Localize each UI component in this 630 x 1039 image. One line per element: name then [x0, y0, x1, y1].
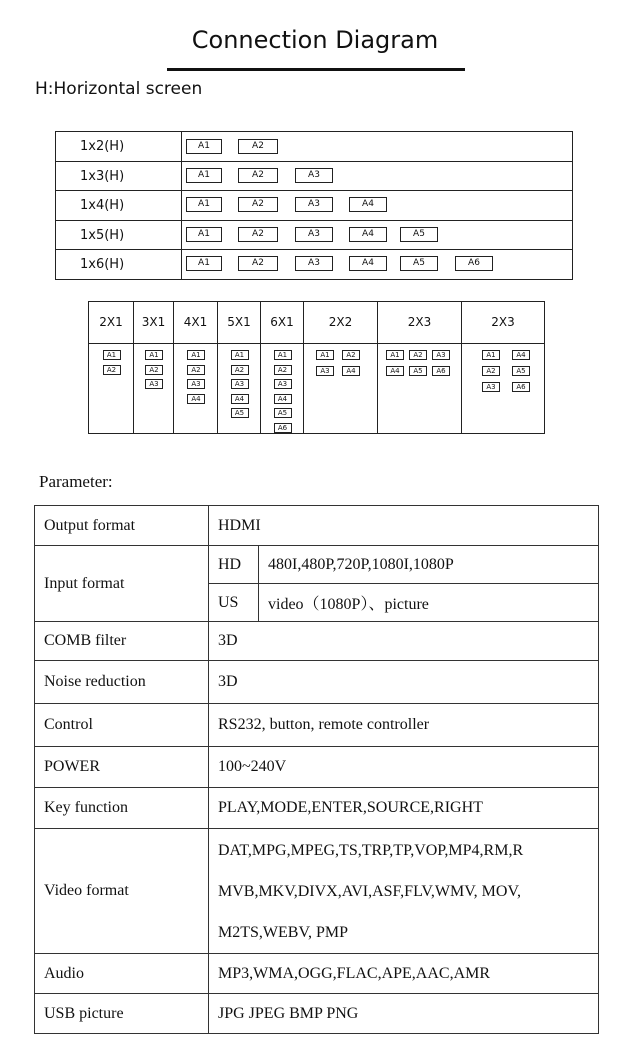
grid-layout-label: 6X1: [261, 302, 303, 344]
screen-box: A2: [187, 365, 205, 375]
param-value: HDMI: [209, 506, 599, 546]
screen-box: A2: [274, 365, 292, 375]
screen-box: A3: [145, 379, 163, 389]
layout-row-screens: [182, 250, 572, 279]
screen-box: A3: [187, 379, 205, 389]
screen-box: A3: [432, 350, 450, 360]
layout-row-label: 1x5(H): [56, 221, 182, 250]
horizontal-layout-diagram: [55, 131, 573, 280]
grid-layout-label: 3X1: [134, 302, 173, 344]
grid-layout-label: 2X3: [378, 302, 461, 344]
layout-row-screens: [182, 191, 572, 220]
screen-box: A5: [409, 366, 427, 376]
screen-box: A4: [349, 256, 387, 271]
screen-box: A6: [512, 382, 530, 392]
screen-box: A5: [231, 408, 249, 418]
param-value: 3D: [209, 622, 599, 661]
layout-row-label: 1x4(H): [56, 191, 182, 220]
screen-box: A2: [238, 168, 278, 183]
screen-box: A1: [482, 350, 500, 360]
param-row-power: [35, 747, 599, 788]
param-value: MP3,WMA,OGG,FLAC,APE,AAC,AMR: [209, 954, 599, 994]
screen-box: A5: [400, 256, 438, 271]
param-value: video（1080P）、picture: [259, 584, 599, 622]
screen-box: A6: [432, 366, 450, 376]
param-label: Key function: [35, 788, 209, 829]
param-row-audio: [35, 954, 599, 994]
screen-box: A4: [512, 350, 530, 360]
parameter-heading: Parameter:: [39, 472, 113, 491]
param-row-comb-filter: [35, 622, 599, 661]
video-format-line: MVB,MKV,DIVX,AVI,ASF,FLV,WMV, MOV,: [218, 882, 521, 900]
screen-box: A3: [295, 197, 333, 212]
screen-box: A1: [186, 227, 222, 242]
layout-row: [56, 132, 572, 162]
title-underline: [167, 68, 465, 71]
screen-box: A4: [342, 366, 360, 376]
param-value: 3D: [209, 661, 599, 704]
param-row-output-format: [35, 506, 599, 546]
screen-box: A2: [238, 139, 278, 154]
param-label: Noise reduction: [35, 661, 209, 704]
screen-box: A4: [349, 197, 387, 212]
screen-box: A1: [231, 350, 249, 360]
param-label: USB picture: [35, 994, 209, 1034]
layout-row-screens: [182, 132, 572, 161]
grid-layout-label: 2X3: [462, 302, 544, 344]
param-row-usb-picture: [35, 994, 599, 1034]
section-subheading: H:Horizontal screen: [35, 79, 203, 99]
screen-box: A1: [274, 350, 292, 360]
param-value: PLAY,MODE,ENTER,SOURCE,RIGHT: [209, 788, 599, 829]
screen-box: A1: [186, 256, 222, 271]
param-label: Output format: [35, 506, 209, 546]
layout-row-label: 1x3(H): [56, 162, 182, 191]
param-value: 480I,480P,720P,1080I,1080P: [259, 546, 599, 584]
screen-box: A1: [386, 350, 404, 360]
grid-layout-label: 5X1: [218, 302, 260, 344]
screen-box: A3: [482, 382, 500, 392]
param-label: Audio: [35, 954, 209, 994]
screen-box: A4: [349, 227, 387, 242]
page-title: Connection Diagram: [191, 26, 439, 54]
grid-layout-diagram: [88, 301, 545, 434]
screen-box: A2: [409, 350, 427, 360]
screen-box: A3: [295, 168, 333, 183]
screen-box: A4: [386, 366, 404, 376]
param-row-input-format: [35, 546, 599, 584]
screen-box: A2: [238, 197, 278, 212]
layout-row: [56, 162, 572, 192]
layout-row: [56, 191, 572, 221]
param-label: Control: [35, 704, 209, 747]
screen-box: A1: [186, 197, 222, 212]
grid-layout-column: [218, 302, 261, 433]
screen-box: A2: [482, 366, 500, 376]
layout-row-screens: [182, 162, 572, 191]
grid-layout-column: [174, 302, 218, 433]
screen-box: A2: [238, 227, 278, 242]
screen-box: A3: [316, 366, 334, 376]
layout-row: [56, 250, 572, 279]
screen-box: A6: [274, 423, 292, 433]
video-format-line: M2TS,WEBV, PMP: [218, 923, 348, 941]
screen-box: A4: [187, 394, 205, 404]
param-row-control: [35, 704, 599, 747]
layout-row-screens: [182, 221, 572, 250]
grid-layout-column: [261, 302, 304, 433]
screen-box: A2: [103, 365, 121, 375]
param-label: COMB filter: [35, 622, 209, 661]
screen-box: A5: [274, 408, 292, 418]
layout-row-label: 1x6(H): [56, 250, 182, 279]
screen-box: A1: [186, 168, 222, 183]
grid-layout-column: [89, 302, 134, 433]
grid-layout-label: 2X1: [89, 302, 133, 344]
layout-row-label: 1x2(H): [56, 132, 182, 161]
screen-box: A3: [231, 379, 249, 389]
parameter-table: [34, 505, 599, 1034]
param-sub-tag: HD: [209, 546, 259, 584]
param-label: POWER: [35, 747, 209, 788]
grid-layout-column: [378, 302, 462, 433]
screen-box: A1: [103, 350, 121, 360]
param-row-key-function: [35, 788, 599, 829]
screen-box: A3: [274, 379, 292, 389]
layout-row: [56, 221, 572, 251]
param-label: Input format: [35, 546, 209, 622]
screen-box: A1: [145, 350, 163, 360]
grid-layout-column: [304, 302, 378, 433]
param-value: JPG JPEG BMP PNG: [209, 994, 599, 1034]
grid-layout-column: [134, 302, 174, 433]
screen-box: A2: [238, 256, 278, 271]
grid-layout-label: 2X2: [304, 302, 377, 344]
screen-box: A2: [231, 365, 249, 375]
param-value: 100~240V: [209, 747, 599, 788]
screen-box: A2: [342, 350, 360, 360]
screen-box: A1: [187, 350, 205, 360]
screen-box: A6: [455, 256, 493, 271]
grid-layout-label: 4X1: [174, 302, 217, 344]
screen-box: A5: [400, 227, 438, 242]
param-label: Video format: [35, 829, 209, 954]
screen-box: A3: [295, 227, 333, 242]
screen-box: A4: [231, 394, 249, 404]
screen-box: A4: [274, 394, 292, 404]
video-format-line: DAT,MPG,MPEG,TS,TRP,TP,VOP,MP4,RM,R: [218, 841, 524, 859]
param-value: [209, 829, 599, 954]
param-value: RS232, button, remote controller: [209, 704, 599, 747]
param-sub-tag: US: [209, 584, 259, 622]
param-row-noise-reduction: [35, 661, 599, 704]
screen-box: A1: [186, 139, 222, 154]
param-row-video-format: [35, 829, 599, 954]
screen-box: A3: [295, 256, 333, 271]
screen-box: A2: [145, 365, 163, 375]
screen-box: A1: [316, 350, 334, 360]
grid-layout-column: [462, 302, 544, 433]
screen-box: A5: [512, 366, 530, 376]
